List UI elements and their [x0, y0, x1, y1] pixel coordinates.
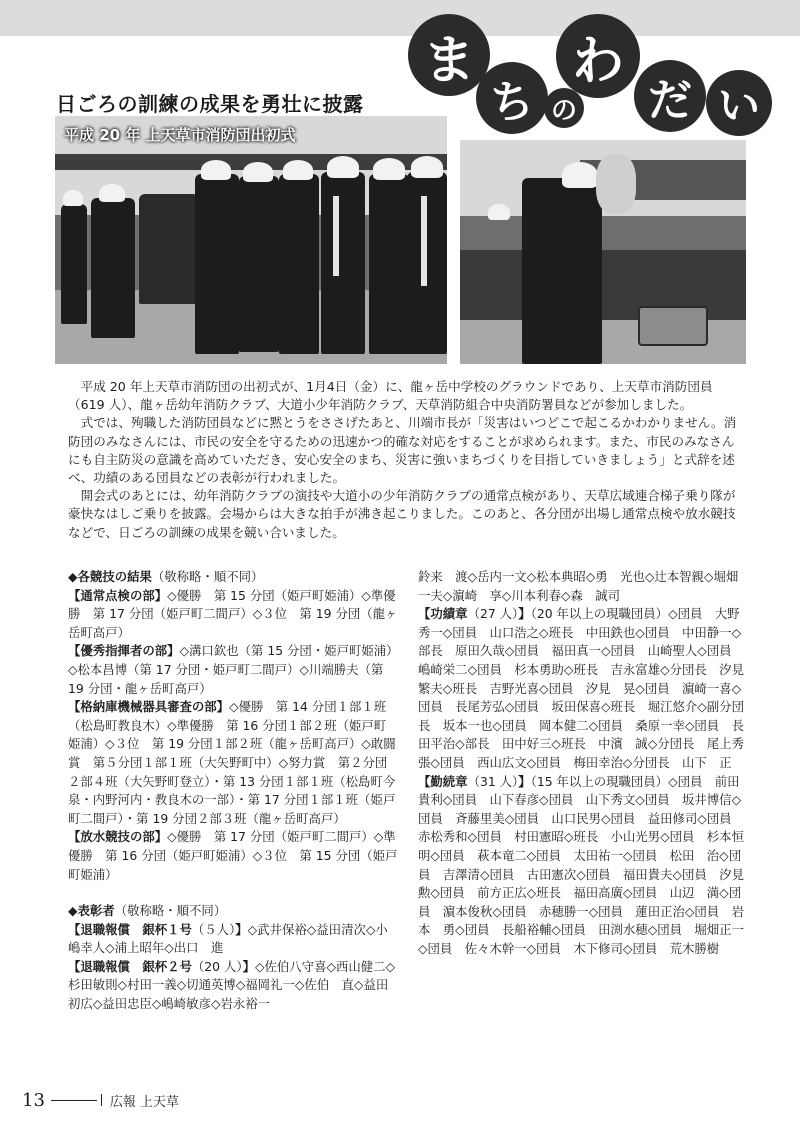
- photo-hose-drill: [460, 140, 746, 364]
- award-section-continued: 鈴来 渡◇岳内一文◇松本典昭◇勇 光也◇辻本智親◇堀畑一夫◇濵崎 享◇川本利春◇森 誠司: [418, 569, 739, 603]
- result-section: 【放水競技の部】◇優勝 第 17 分団（姫戸町二間戸）◇準優勝 第 16 分団（姫戸町姫浦）◇３位 第 15 分団（姫戸町姫浦）: [68, 829, 398, 882]
- article-headline: 日ごろの訓練の成果を勇壮に披露: [56, 92, 364, 116]
- result-section: 【格納庫機械器具審査の部】◇優勝 第 14 分団１部１班（松島町教良木）◇準優勝 第 16 分団１部２班（姫戸町姫浦）◇３位 第 19 分団１部２班（龍ヶ岳町高戸）◇敢闘賞 第５分団１部１班（大矢野町中）◇努力賞 第２分団２部４班（大矢野町登立）・第 13 分団１部１班（松島町今泉・内野河内・教良木の一部）・第 17 分団１部１班（姫戸町二間戸）・第 19 分団２部３班（龍ヶ岳町高戸）: [68, 699, 396, 826]
- awards-column: [418, 568, 757, 958]
- title-char-i: い: [706, 70, 772, 136]
- article-intro: [68, 378, 738, 542]
- title-char-da: だ: [634, 60, 706, 132]
- result-section: 【通常点検の部】◇優勝 第 15 分団（姫戸町姫浦）◇準優勝 第 17 分団（姫戸町二間戸）◇３位 第 19 分団（龍ヶ岳町高戸）: [68, 587, 398, 640]
- award-section: 【勤続章（31 人）】（15 年以上の現職団員）◇団員 前田貴利◇団員 山下春彦◇団員 山下秀文◇団員 坂井博信◇団員 斉藤里美◇団員 山口民男◇団員 益田修司◇団員 赤松秀和◇団員 村田憲昭◇班長 小山光男◇団員 杉本恒明◇団員 萩本竜二◇団員 太田祐一◇団員 松田 治◇団員 吉澤清◇団員 古田憲次◇団員 福田貴夫◇団員 汐見 勲◇団員 前方正広◇班長 福田高廣◇団員 山辺 満◇団員 濵本俊秋◇団員 赤穂勝一◇団員 蓮田正治◇団員 岩本 勇◇団員 長船裕輔◇団員 田渕水穂◇団員 堀畑正一◇団員 佐々木幹一◇団員 木下修司◇団員 荒木勝樹: [418, 773, 757, 956]
- photo-firefighter-formation: [55, 116, 447, 364]
- awards-heading: ◆表彰者（敬称略・順不同）: [68, 903, 227, 919]
- publication-name: 広報 上天草: [109, 1094, 180, 1110]
- page-number: 13: [22, 1089, 45, 1111]
- intro-paragraph: 平成 20 年上天草市消防団の出初式が、1月4日（金）に、龍ヶ岳中学校のグラウンドであり、上天草市消防団員（619 人）、龍ヶ岳幼年消防クラブ、大道小少年消防クラブ、天草消防組合中央消防署員などが参加しました。: [68, 379, 713, 413]
- results-column: [68, 568, 398, 1014]
- title-char-chi: ち: [476, 62, 548, 134]
- intro-paragraph: 開会式のあとには、幼年消防クラブの演技や大道小の少年消防クラブの通常点検があり、天草広域連合梯子乗り隊が豪快なはしご乗りを披露。会場からは大きな拍手が沸き起こりました。このあと、各分団が出場し通常点検や放水競技などで、日ごろの訓練の成果を競い合いました。: [68, 488, 736, 540]
- result-section: 【優秀指揮者の部】◇溝口欽也（第 15 分団・姫戸町姫浦）◇松本昌博（第 17 分団・姫戸町二間戸）◇川端勝夫（第 19 分団・龍ヶ岳町高戸）: [68, 643, 393, 696]
- title-char-ma: ま: [408, 14, 490, 96]
- award-section: 【功績章（27 人）】（20 年以上の現職団員）◇団員 大野秀一◇団員 山口浩之◇班長 中田鉄也◇団員 中田静一◇部長 原田久哉◇団員 福田真一◇団員 山崎聖人◇団員 嶋崎栄二◇団員 杉本勇助◇班長 吉永富雄◇分団長 汐見繁夫◇班長 吉野光喜◇団員 汐見 晃◇団員 濵崎一喜◇団員 長尾芳弘◇団員 坂田保喜◇班長 堀江悠介◇副分団長 坂本一也◇団員 岡本健二◇団員 桑原一幸◇団員 長田平治◇部長 田中好三◇班長 中濱 誠◇分団長 尾上秀張◇団員 西山広文◇団員 梅田幸治◇分団長 山下 正: [418, 606, 744, 770]
- title-char-wa: わ: [556, 14, 640, 98]
- award-section: 【退職報償 銀杯２号（20 人）】◇佐伯八守喜◇西山健二◇杉田敏則◇村田一義◇切通英博◇福岡礼一◇佐伯 直◇益田初広◇益田忠臣◇嶋崎敏彦◇岩永裕一: [68, 958, 396, 1012]
- page-footer: [22, 1090, 179, 1110]
- photo-subtitle: 平成 20 年 上天草市消防団出初式: [64, 126, 296, 144]
- title-char-no: の: [544, 88, 584, 128]
- award-section: 【退職報償 銀杯１号（５人）】◇武井保裕◇益田清次◇小嶋幸人◇浦上昭年◇出口 進: [68, 921, 388, 956]
- intro-paragraph: 式では、殉職した消防団員などに黙とうをささげたあと、川端市長が「災害はいつどこで起こるかわかりません。消防団のみなさんには、市民の安全を守るための迅速かつ的確な対応をすることが求められます。また、市民のみなさんにも自主防災の意識を高めていただき、安心安全のまち、災害に強いまちづくりを目指していきましょう」と式辞を述べ、功績のある団員などの表彰が行われました。: [68, 415, 737, 486]
- results-heading: ◆各競技の結果（敬称略・順不同）: [68, 569, 264, 584]
